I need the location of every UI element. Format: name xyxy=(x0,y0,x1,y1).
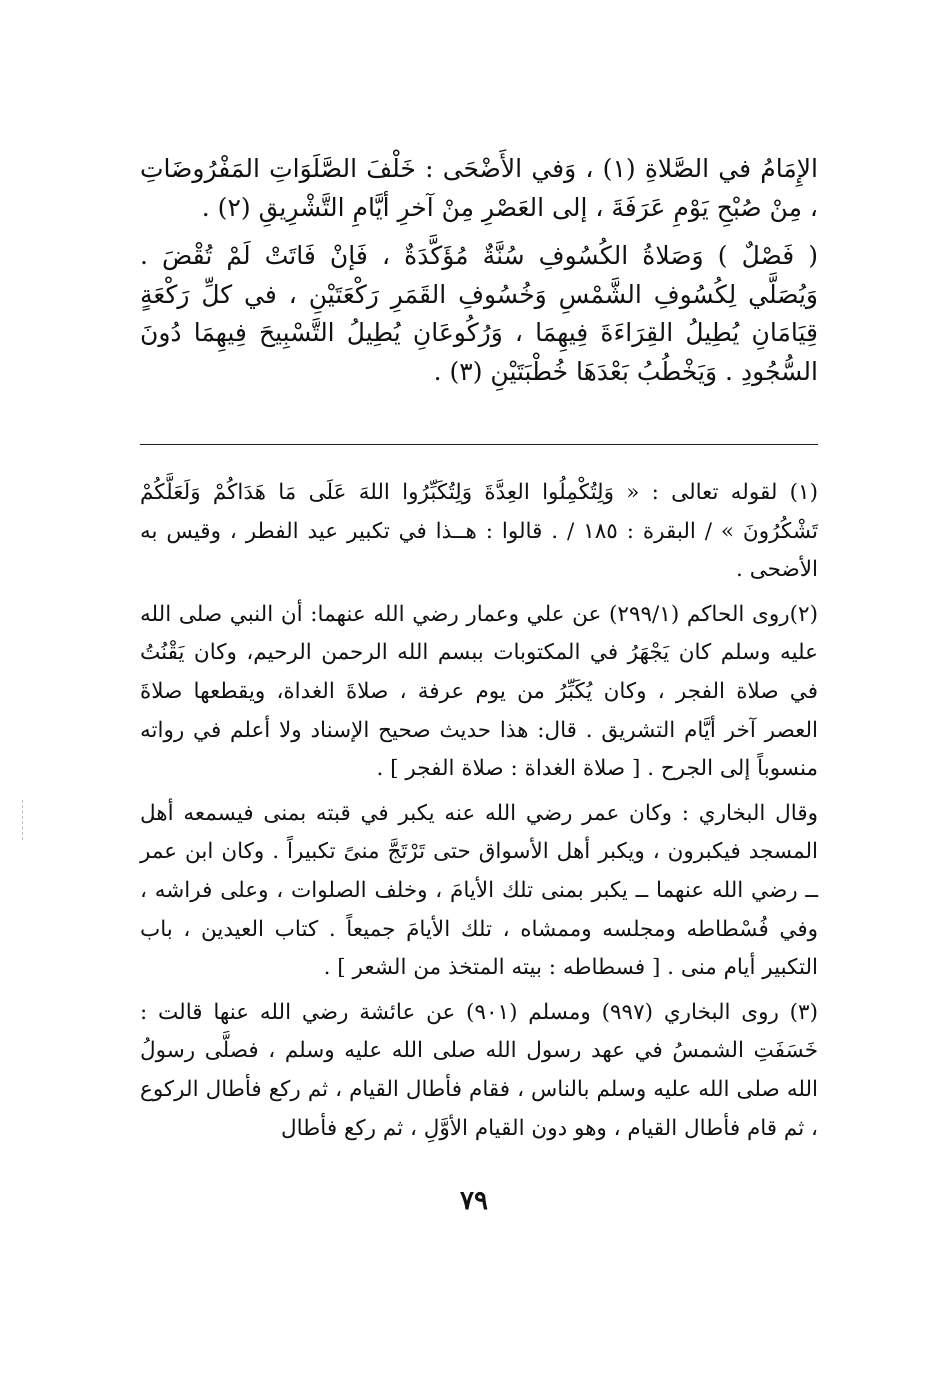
main-paragraph-1: الإِمَامُ في الصَّلاةِ (١) ، وَفي الأَضْحَى : خَلْفَ الصَّلَوَاتِ المَفْرُوضَاتِ ، مِنْ صُبْحِ يَوْمِ عَرَفَةَ ، إلى العَصْرِ مِنْ آخرِ أيَّامِ التَّشْرِيقِ (٢) . xyxy=(140,154,818,222)
footnote-1: (١) لقوله تعالى : « وَلِتُكْمِلُوا العِدَّةَ وَلِتُكَبِّرُوا اللهَ عَلَى مَا هَدَاكُمْ وَلَعَلَّكُمْ تَشْكُرُونَ » / البقرة : ١٨٥ / . قالوا : هــذا في تكبير عيد الفطر ، وقيس به الأضحى . xyxy=(140,480,819,583)
main-text xyxy=(140,150,818,391)
page-number: ٧٩ xyxy=(460,1186,488,1216)
footnote-2-continuation: وقال البخاري : وكان عمر رضي الله عنه يكبر في قبته بمنى فيسمعه أهل المسجد فيكبرون ، ويكبر أهل الأسواق حتى تَرْتَجَّ منىً تكبيراً . وكان ابن عمر ــ رضي الله عنهما ــ يكبر بمنى تلك الأيامَ ، وخلف الصلوات ، وعلى فراشه ، وفي فُسْطاطه ومجلسه وممشاه ، تلك الأيامَ جميعاً . كتاب العيدين ، باب التكبير أيام منى . [ فسطاطه : بيته المتخذ من الشعر ] . xyxy=(140,800,818,981)
footnote-3: (٣) روى البخاري (٩٩٧) ومسلم (٩٠١) عن عائشة رضي الله عنها قالت : خَسَفَتِ الشمسُ في عهد رسول الله صلى الله عليه وسلم ، فصلَّى رسولُ الله صلى الله عليه وسلم بالناس ، فقام فأطال القيام ، ثم ركع فأطال الركوع ، ثم قام فأطال القيام ، وهو دون القيام الأوَّلِ ، ثم ركع فأطال xyxy=(140,999,818,1141)
footnotes xyxy=(140,474,818,1148)
footnote-divider xyxy=(140,444,818,445)
footnote-2: (٢)روى الحاكم (٢٩٩/١) عن علي وعمار رضي الله عنهما: أن النبي صلى الله عليه وسلم كان يَجْهَرُ في المكتوبات ببسم الله الرحمن الرحيم، وكان يَقْنُتُ في صلاة الفجر ، وكان يُكَبِّرُ من يوم عرفة ، صلاةَ الغداة، ويقطعها صلاةَ العصر آخر أيَّام التشريق . قال: هذا حديث صحيح الإسناد ولا أعلم في رواته منسوباً إلى الجرح . [ صلاة الغداة : صلاة الفجر ] . xyxy=(140,601,818,782)
main-paragraph-2: ( فَصْلٌ ) وَصَلاةُ الكُسُوفِ سُنَّةٌ مُؤَكَّدَةٌ ، فَإنْ فَاتَتْ لَمْ تُقْضَ . وَيُصَلَّي لِكُسُوفِ الشَّمْسِ وَخُسُوفِ القَمَرِ رَكْعَتَيْنِ ، في كلِّ رَكْعَةٍ قِيَامَانِ يُطِيلُ القِرَاءَةَ فِيهِمَا ، وَرُكُوعَانِ يُطِيلُ التَّسْبِيحَ فِيهِمَا دُونَ السُّجُودِ . وَيَخْطُبُ بَعْدَهَا خُطْبَتَيْنِ (٣) . xyxy=(140,241,818,386)
scan-gutter-mark xyxy=(22,800,23,840)
